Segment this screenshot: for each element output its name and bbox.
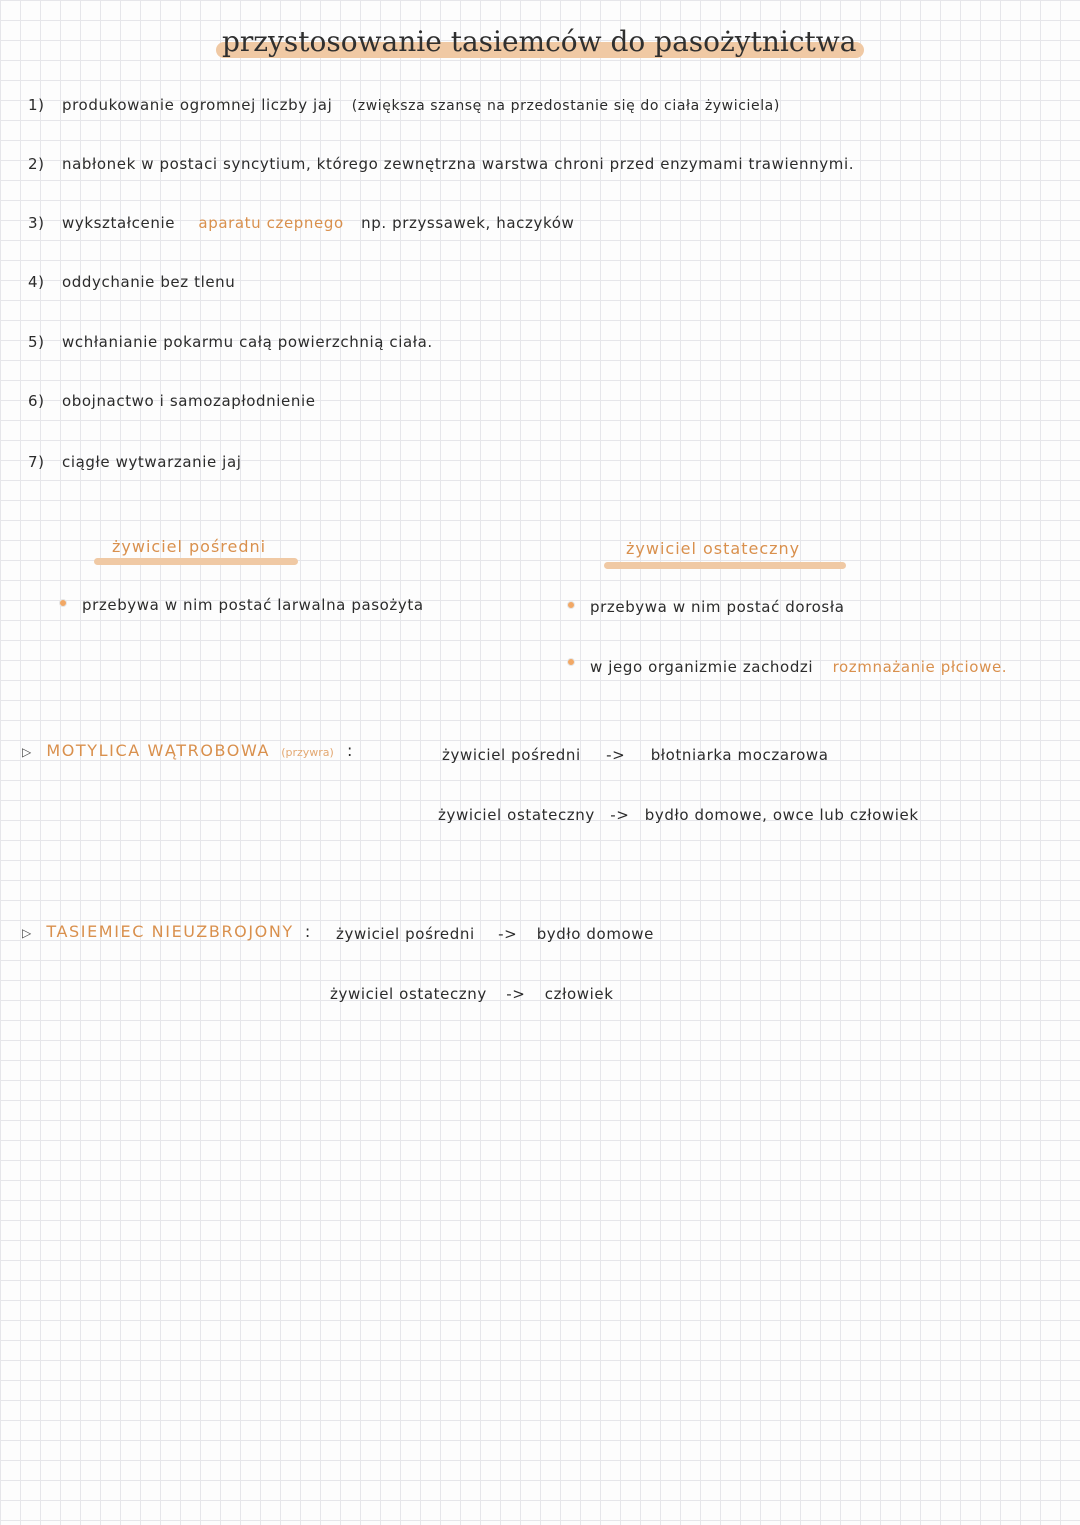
arrow-icon: -> [610,806,630,824]
host-label: żywiciel ostateczny [438,806,595,824]
item-text: ciągłe wytwarzanie jaj [62,453,242,471]
item-number: 3) [28,214,45,232]
organism-name: MOTYLICA WĄTROBOWA [46,741,271,760]
host-label: żywiciel pośredni [442,746,581,764]
list-item [28,271,235,293]
point-text: w jego organizmie zachodzi [590,658,814,676]
bullet-icon [567,601,575,609]
item-number: 1) [28,96,45,114]
triangle-icon: ▷ [22,926,32,940]
definitive-host-point [590,658,1007,676]
heading-underline [604,562,846,569]
item-number: 5) [28,333,45,351]
item-text: wykształcenie [62,214,176,232]
page-title: przystosowanie tasiemców do pasożytnictwa [222,22,856,62]
definitive-host-point: przebywa w nim postać dorosła [590,598,845,616]
item-highlight: aparatu czepnego [198,214,344,232]
intermediate-host-heading: żywiciel pośredni [112,537,267,556]
host-row [330,985,614,1003]
host-value: bydło domowe, owce lub człowiek [644,806,919,824]
list-item [28,94,780,117]
example-tasiemiec [22,922,310,941]
list-item [28,390,316,412]
host-row [442,746,829,764]
list-item [28,212,574,234]
list-item [28,153,854,175]
host-label: żywiciel ostateczny [330,985,487,1003]
list-item [28,331,433,353]
item-note: (zwiększa szansę na przedostanie się do ciała żywiciela) [351,98,780,114]
colon: : [304,922,311,941]
definitive-host-heading: żywiciel ostateczny [626,539,801,558]
host-value: błotniarka moczarowa [650,746,829,764]
item-number: 4) [28,273,45,291]
item-text: produkowanie ogromnej liczby jaj [62,96,333,114]
intermediate-host-point: przebywa w nim postać larwalna pasożyta [82,596,424,614]
organism-note: (przywra) [281,746,334,759]
list-item [28,451,242,473]
host-value: człowiek [544,985,614,1003]
point-highlight: rozmnażanie płciowe. [832,658,1008,676]
arrow-icon: -> [606,746,626,764]
host-row [438,806,919,824]
host-value: bydło domowe [536,925,654,943]
item-text: obojnactwo i samozapłodnienie [62,392,316,410]
heading-underline [94,558,298,565]
bullet-icon [567,658,575,666]
item-text: oddychanie bez tlenu [62,273,236,291]
item-number: 6) [28,392,45,410]
host-row [336,925,654,943]
organism-name: TASIEMIEC NIEUZBROJONY [46,922,294,941]
item-text: wchłanianie pokarmu całą powierzchnią ciała. [62,333,433,351]
triangle-icon: ▷ [22,745,32,759]
item-number: 7) [28,453,45,471]
host-label: żywiciel pośredni [336,925,475,943]
colon: : [346,741,353,760]
item-note: np. przyssawek, haczyków [361,214,575,232]
item-text: nabłonek w postaci syncytium, którego zewnętrzna warstwa chroni przed enzymami trawiennymi. [62,155,855,173]
example-motylica [22,741,352,760]
arrow-icon: -> [498,925,518,943]
bullet-icon [59,599,67,607]
arrow-icon: -> [506,985,526,1003]
item-number: 2) [28,155,45,173]
